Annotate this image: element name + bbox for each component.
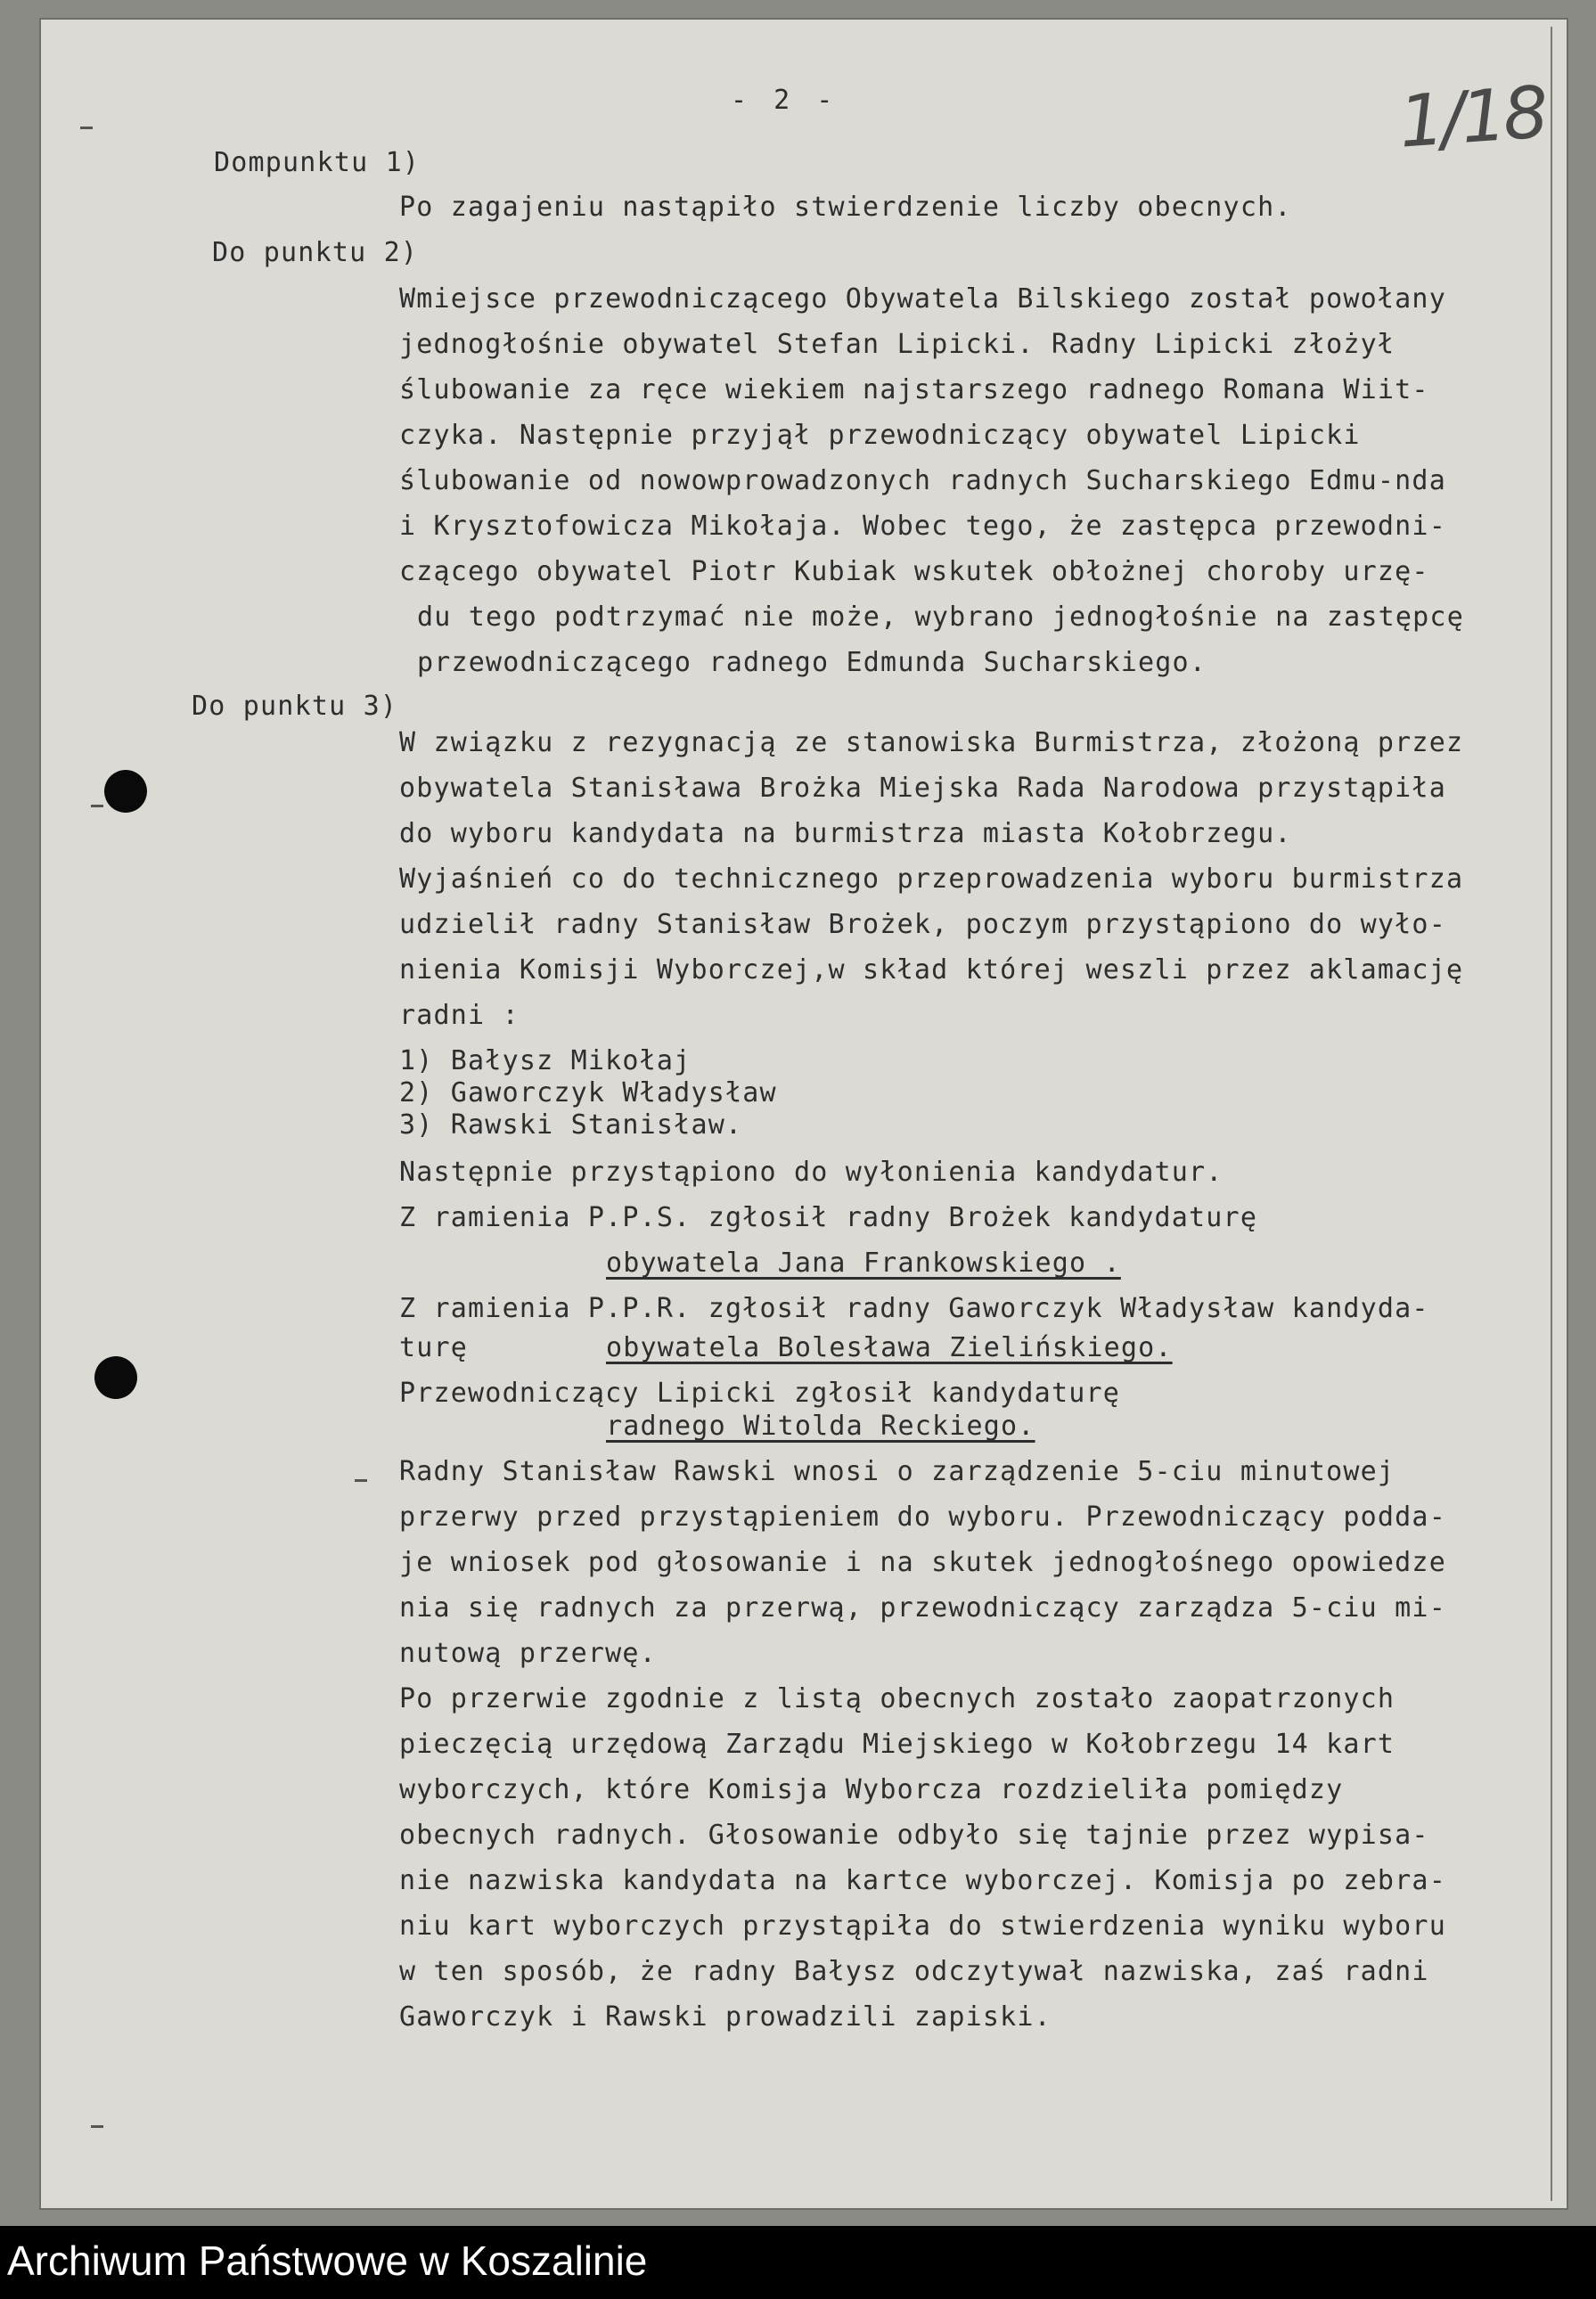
text-line: przewodniczącego radnego Edmunda Sucharskiego. — [417, 647, 1207, 678]
text-line: obecnych radnych. Głosowanie odbyło się tajnie przez wypisa- — [399, 1820, 1429, 1851]
text-line: Z ramienia P.P.S. zgłosił radny Brożek kandydaturę — [399, 1202, 1258, 1233]
text-line: i Krysztofowicza Mikołaja. Wobec tego, że zastępca przewodni- — [399, 511, 1446, 542]
page-number: - 2 - — [731, 85, 839, 116]
text-line: Z ramienia P.P.R. zgłosił radny Gaworczyk Władysław kandyda- — [399, 1293, 1429, 1324]
text-line: pieczęcią urzędową Zarządu Miejskiego w Kołobrzegu 14 kart — [399, 1729, 1395, 1760]
text-line: Gaworczyk i Rawski prowadzili zapiski. — [399, 2001, 1052, 2033]
handwritten-annotation: 1/18 — [1395, 70, 1548, 164]
section-heading: Do punktu 2) — [212, 237, 419, 268]
text-line: niu kart wyborczych przystąpiła do stwierdzenia wyniku wyboru — [399, 1910, 1446, 1942]
text-line: czącego obywatel Piotr Kubiak wskutek obłożnej choroby urzę- — [399, 556, 1429, 587]
text-line: w ten sposób, że radny Bałysz odczytywał nazwiska, zaś radni — [399, 1956, 1429, 1987]
page-edge-line — [1551, 27, 1552, 2201]
text-line: przerwy przed przystąpieniem do wyboru. Przewodniczący podda- — [399, 1501, 1446, 1533]
text-line: jednogłośnie obywatel Stefan Lipicki. Radny Lipicki złożył — [399, 329, 1395, 360]
text-line: obywatela Stanisława Brożka Miejska Rada Narodowa przystąpiła — [399, 773, 1446, 804]
text-line: ślubowanie od nowowprowadzonych radnych Sucharskiego Edmu-nda — [399, 465, 1446, 496]
text-line: Po przerwie zgodnie z listą obecnych zostało zaopatrzonych — [399, 1683, 1395, 1714]
section-heading: Dompunktu 1) — [214, 147, 421, 178]
text-line: Następnie przystąpiono do wyłonienia kandydatur. — [399, 1157, 1224, 1188]
text-line: wyborczych, które Komisja Wyborcza rozdzieliła pomiędzy — [399, 1774, 1344, 1805]
text-line: nia się radnych za przerwą, przewodniczący zarządza 5-ciu mi- — [399, 1592, 1446, 1624]
margin-mark — [80, 127, 93, 129]
text-line: Przewodniczący Lipicki zgłosił kandydaturę — [399, 1378, 1120, 1409]
text-line: do wyboru kandydata na burmistrza miasta Kołobrzegu. — [399, 818, 1292, 849]
text-line: nienia Komisji Wyborczej,w skład której weszli przez aklamację — [399, 954, 1464, 986]
text-line: je wniosek pod głosowanie i na skutek jednogłośnego opowiedze — [399, 1547, 1446, 1578]
text-line: W związku z rezygnacją ze stanowiska Burmistrza, złożoną przez — [399, 727, 1464, 758]
text-line: nutową przerwę. — [399, 1638, 657, 1669]
text-line: turę — [399, 1332, 469, 1363]
text-line: Radny Stanisław Rawski wnosi o zarządzenie 5-ciu minutowej — [399, 1456, 1395, 1487]
list-item: 1) Bałysz Mikołaj — [399, 1045, 692, 1076]
margin-mark — [355, 1479, 367, 1482]
margin-mark — [91, 805, 103, 807]
text-line: Wmiejsce przewodniczącego Obywatela Bilskiego został powołany — [399, 283, 1446, 315]
candidate-name: radnego Witolda Reckiego. — [606, 1411, 1035, 1442]
list-item: 3) Rawski Stanisław. — [399, 1109, 743, 1141]
punch-hole — [94, 1356, 137, 1399]
text-line: Po zagajeniu nastąpiło stwierdzenie liczby obecnych. — [399, 192, 1292, 223]
archive-name: Archiwum Państwowe w Koszalinie — [7, 2238, 648, 2284]
text-line: czyka. Następnie przyjął przewodniczący obywatel Lipicki — [399, 420, 1361, 451]
text-line: Wyjaśnień co do technicznego przeprowadzenia wyboru burmistrza — [399, 863, 1464, 895]
text-line: du tego podtrzymać nie może, wybrano jednogłośnie na zastępcę — [417, 601, 1464, 633]
section-heading: Do punktu 3) — [192, 691, 398, 722]
punch-hole — [104, 770, 147, 813]
margin-mark — [91, 2125, 103, 2128]
text-line: ślubowanie za ręce wiekiem najstarszego radnego Romana Wiit- — [399, 374, 1429, 405]
list-item: 2) Gaworczyk Władysław — [399, 1077, 777, 1109]
text-line: udzielił radny Stanisław Brożek, poczym przystąpiono do wyło- — [399, 909, 1446, 940]
text-line: nie nazwiska kandydata na kartce wyborczej. Komisja po zebra- — [399, 1865, 1446, 1896]
candidate-name: obywatela Jana Frankowskiego . — [606, 1248, 1121, 1279]
candidate-name: obywatela Bolesława Zielińskiego. — [606, 1332, 1173, 1363]
text-line: radni : — [399, 1000, 520, 1031]
